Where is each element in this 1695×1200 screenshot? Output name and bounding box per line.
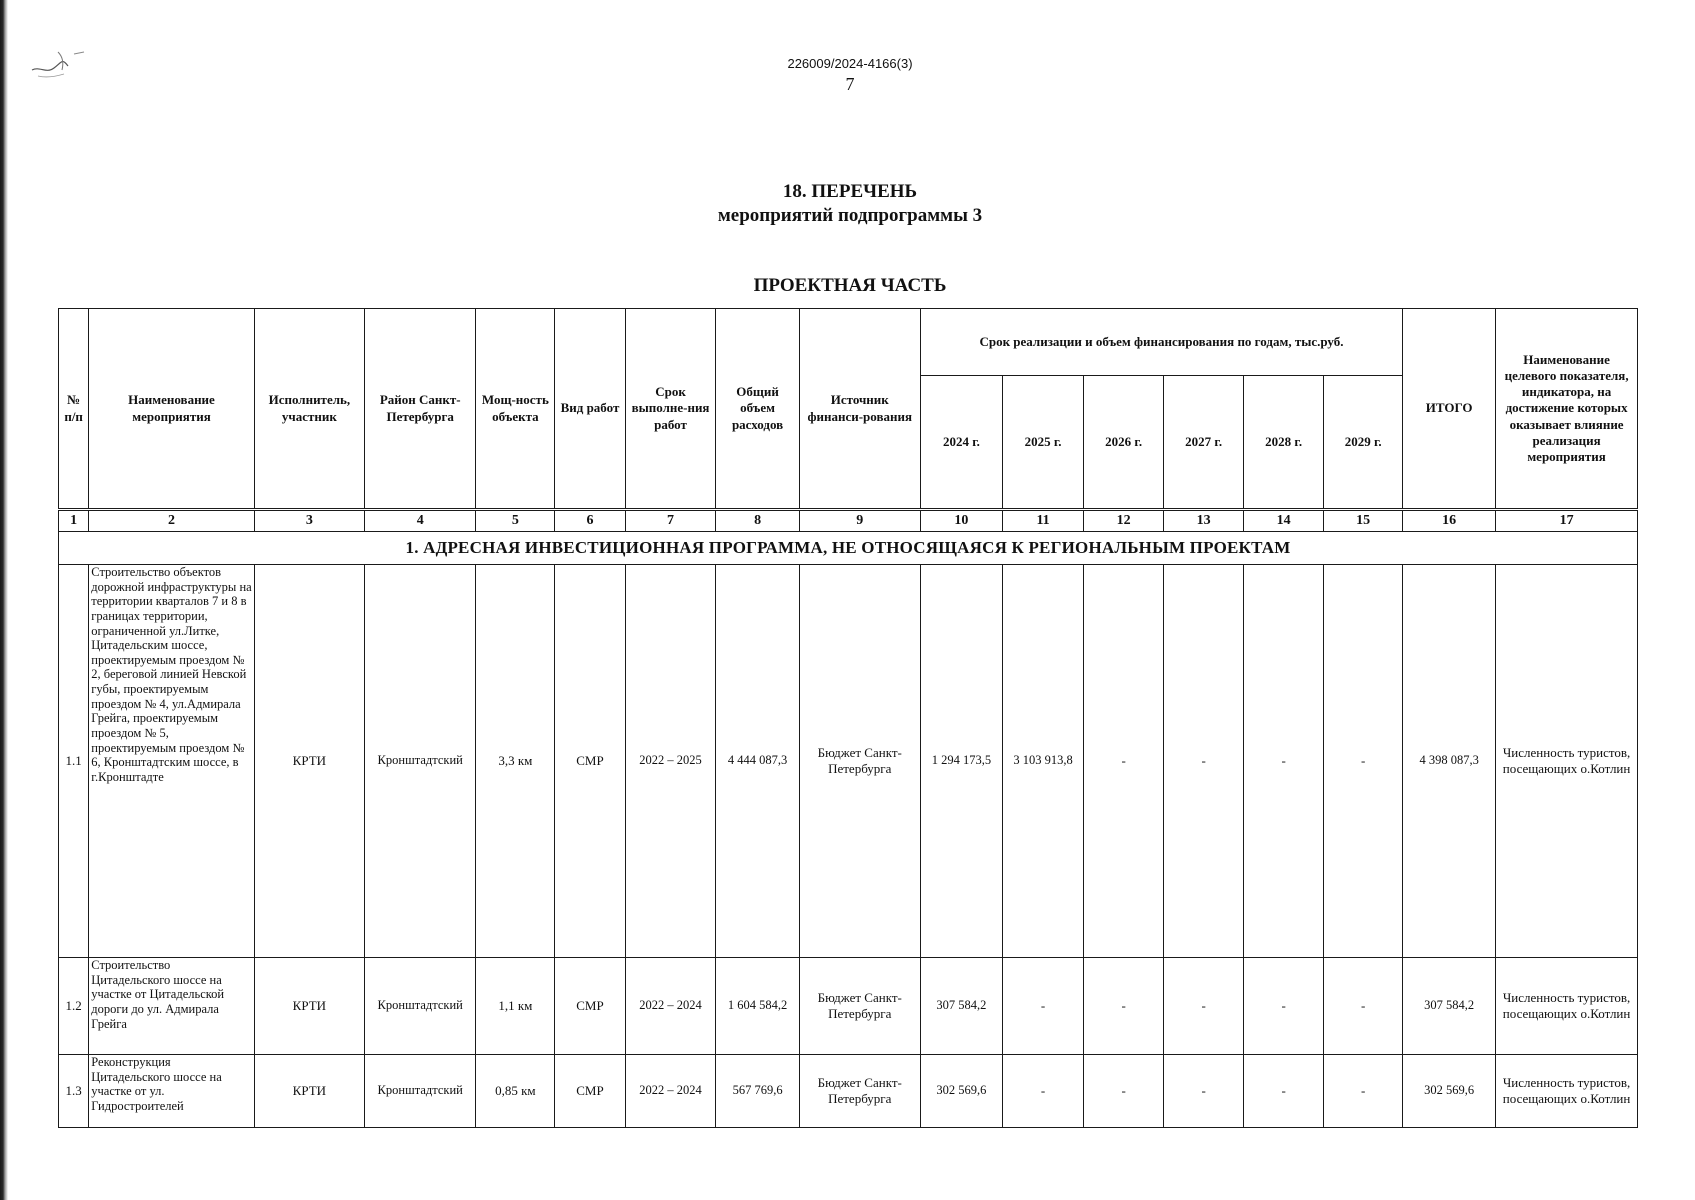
district-cell: Кронштадтский bbox=[365, 1055, 476, 1128]
header-num: № п/п bbox=[59, 309, 89, 510]
year-value-cell: - bbox=[1244, 1055, 1324, 1128]
year-value-cell: - bbox=[1164, 1055, 1244, 1128]
year-value-cell: 1 294 173,5 bbox=[920, 565, 1002, 958]
total-cell: 307 584,2 bbox=[1403, 958, 1496, 1055]
year-value-cell: - bbox=[1164, 565, 1244, 958]
header-total-volume: Общий объем расходов bbox=[716, 309, 799, 510]
header-term: Срок выполне-ния работ bbox=[625, 309, 716, 510]
row-number: 1.3 bbox=[59, 1055, 89, 1128]
indicator-cell: Численность туристов, посещающих о.Котлин bbox=[1496, 565, 1638, 958]
handwritten-mark bbox=[28, 44, 98, 84]
work-type-cell: СМР bbox=[555, 958, 625, 1055]
year-value-cell: - bbox=[1084, 1055, 1164, 1128]
header-year: 2025 г. bbox=[1003, 376, 1084, 510]
indicator-cell: Численность туристов, посещающих о.Котлин bbox=[1496, 958, 1638, 1055]
total-cell: 4 398 087,3 bbox=[1403, 565, 1496, 958]
year-value-cell: - bbox=[1324, 565, 1403, 958]
header-year: 2024 г. bbox=[920, 376, 1002, 510]
year-value-cell: 3 103 913,8 bbox=[1003, 565, 1084, 958]
column-numbers-row bbox=[59, 510, 1638, 532]
document-registration-number: 226009/2024-4166(3) bbox=[787, 56, 913, 71]
section-heading: ПРОЕКТНАЯ ЧАСТЬ bbox=[753, 275, 947, 296]
header-total: ИТОГО bbox=[1403, 309, 1496, 510]
year-value-cell: - bbox=[1003, 1055, 1084, 1128]
page-number: 7 bbox=[845, 74, 855, 94]
year-value-cell: - bbox=[1244, 958, 1324, 1055]
total-volume-cell: 4 444 087,3 bbox=[716, 565, 799, 958]
activities-table bbox=[58, 308, 1638, 1128]
source-cell: Бюджет Санкт-Петербурга bbox=[799, 958, 920, 1055]
term-cell: 2022 – 2024 bbox=[625, 958, 716, 1055]
section-title: 1. АДРЕСНАЯ ИНВЕСТИЦИОННАЯ ПРОГРАММА, НЕ ОТНОСЯЩАЯСЯ К РЕГИОНАЛЬНЫМ ПРОЕКТАМ bbox=[59, 532, 1638, 565]
column-number: 8 bbox=[716, 510, 799, 532]
year-value-cell: 307 584,2 bbox=[920, 958, 1002, 1055]
header-capacity: Мощ-ность объекта bbox=[476, 309, 555, 510]
header-year: 2027 г. bbox=[1164, 376, 1244, 510]
year-value-cell: - bbox=[1003, 958, 1084, 1055]
column-number: 12 bbox=[1084, 510, 1164, 532]
total-volume-cell: 1 604 584,2 bbox=[716, 958, 799, 1055]
row-number: 1.2 bbox=[59, 958, 89, 1055]
activity-name: Строительство объектов дорожной инфраструктуры на территории кварталов 7 и 8 в границах территории, ограниченной ул.Литке, Цитадельским шоссе, проектируемым проездом № 2, береговой линией Невской губы, проектируемым проездом № 4, ул.Адмирала Грейга, проектируемым проездом № 5, проектируемым проездом № 6, Кронштадтским шоссе, в г.Кронштадте bbox=[89, 565, 254, 958]
column-number: 17 bbox=[1496, 510, 1638, 532]
district-cell: Кронштадтский bbox=[365, 565, 476, 958]
column-number: 10 bbox=[920, 510, 1002, 532]
capacity-cell: 1,1 км bbox=[476, 958, 555, 1055]
column-number: 3 bbox=[254, 510, 364, 532]
column-number: 15 bbox=[1324, 510, 1403, 532]
header-district: Район Санкт-Петербурга bbox=[365, 309, 476, 510]
column-number: 5 bbox=[476, 510, 555, 532]
year-value-cell: - bbox=[1084, 565, 1164, 958]
year-value-cell: 302 569,6 bbox=[920, 1055, 1002, 1128]
executor-cell: КРТИ bbox=[254, 565, 364, 958]
year-value-cell: - bbox=[1324, 958, 1403, 1055]
work-type-cell: СМР bbox=[555, 1055, 625, 1128]
row-number: 1.1 bbox=[59, 565, 89, 958]
table-row bbox=[59, 565, 1638, 958]
column-number: 13 bbox=[1164, 510, 1244, 532]
document-subtitle: мероприятий подпрограммы 3 bbox=[717, 205, 983, 226]
scan-edge bbox=[0, 0, 8, 1200]
year-value-cell: - bbox=[1164, 958, 1244, 1055]
column-number: 11 bbox=[1003, 510, 1084, 532]
source-cell: Бюджет Санкт-Петербурга bbox=[799, 565, 920, 958]
year-value-cell: - bbox=[1244, 565, 1324, 958]
header-year: 2028 г. bbox=[1244, 376, 1324, 510]
header-source: Источник финанси-рования bbox=[799, 309, 920, 510]
indicator-cell: Численность туристов, посещающих о.Котлин bbox=[1496, 1055, 1638, 1128]
document-title: 18. ПЕРЕЧЕНЬ bbox=[782, 181, 918, 202]
term-cell: 2022 – 2025 bbox=[625, 565, 716, 958]
source-cell: Бюджет Санкт-Петербурга bbox=[799, 1055, 920, 1128]
column-number: 7 bbox=[625, 510, 716, 532]
district-cell: Кронштадтский bbox=[365, 958, 476, 1055]
column-number: 1 bbox=[59, 510, 89, 532]
total-cell: 302 569,6 bbox=[1403, 1055, 1496, 1128]
header-year: 2026 г. bbox=[1084, 376, 1164, 510]
header-years-group: Срок реализации и объем финансирования по годам, тыс.руб. bbox=[920, 309, 1402, 376]
column-number: 2 bbox=[89, 510, 254, 532]
header-indicator: Наименование целевого показателя, индикатора, на достижение которых оказывает влияние реализация мероприятия bbox=[1496, 309, 1638, 510]
column-number: 14 bbox=[1244, 510, 1324, 532]
executor-cell: КРТИ bbox=[254, 1055, 364, 1128]
table-row bbox=[59, 958, 1638, 1055]
column-number: 16 bbox=[1403, 510, 1496, 532]
capacity-cell: 0,85 км bbox=[476, 1055, 555, 1128]
section-row bbox=[59, 532, 1638, 565]
table-row bbox=[59, 1055, 1638, 1128]
work-type-cell: СМР bbox=[555, 565, 625, 958]
executor-cell: КРТИ bbox=[254, 958, 364, 1055]
column-number: 9 bbox=[799, 510, 920, 532]
activity-name: Реконструкция Цитадельского шоссе на участке от ул. Гидростроителей bbox=[89, 1055, 254, 1128]
term-cell: 2022 – 2024 bbox=[625, 1055, 716, 1128]
activity-name: Строительство Цитадельского шоссе на участке от Цитадельской дороги до ул. Адмирала Грейга bbox=[89, 958, 254, 1055]
header-year: 2029 г. bbox=[1324, 376, 1403, 510]
header-name: Наименование мероприятия bbox=[89, 309, 254, 510]
year-value-cell: - bbox=[1324, 1055, 1403, 1128]
total-volume-cell: 567 769,6 bbox=[716, 1055, 799, 1128]
header-executor: Исполнитель, участник bbox=[254, 309, 364, 510]
capacity-cell: 3,3 км bbox=[476, 565, 555, 958]
column-number: 6 bbox=[555, 510, 625, 532]
year-value-cell: - bbox=[1084, 958, 1164, 1055]
header-work-type: Вид работ bbox=[555, 309, 625, 510]
column-number: 4 bbox=[365, 510, 476, 532]
